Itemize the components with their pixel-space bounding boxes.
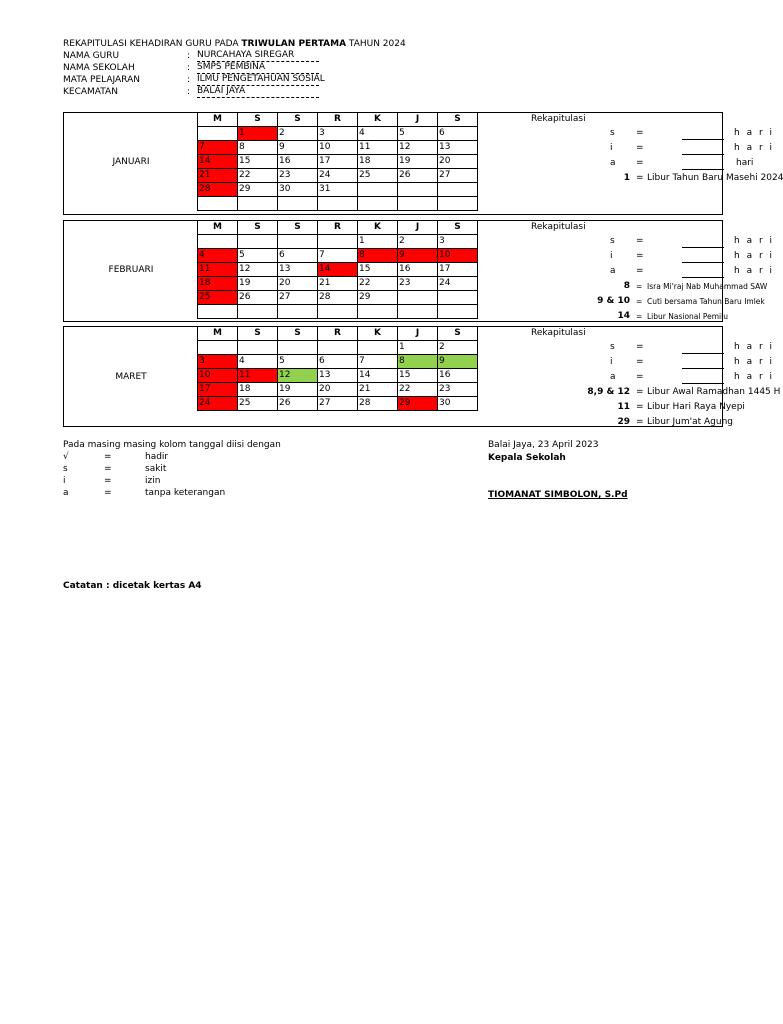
week-row xyxy=(198,397,478,411)
holiday-equals: = xyxy=(636,387,644,397)
date-cell[interactable]: 27 xyxy=(438,169,478,183)
legend-value: hadir xyxy=(145,452,169,462)
date-cell[interactable]: 30 xyxy=(278,183,318,197)
rekapitulasi-panel xyxy=(526,220,775,324)
date-cell[interactable] xyxy=(358,183,398,197)
header-field-colon: : xyxy=(187,75,191,85)
rekap-unit: hari xyxy=(736,158,754,168)
date-cell[interactable]: 1 xyxy=(398,341,438,355)
date-cell[interactable] xyxy=(238,235,278,249)
date-cell[interactable] xyxy=(278,341,318,355)
header-field-value: SMPS PEMBINA xyxy=(197,62,319,74)
holiday-text: Libur Jum'at Agung xyxy=(647,417,733,427)
date-cell[interactable]: 6 xyxy=(318,355,358,369)
header-field-colon: : xyxy=(187,87,191,97)
date-cell[interactable] xyxy=(318,197,358,211)
date-cell[interactable]: 26 xyxy=(398,169,438,183)
date-cell[interactable]: 1 xyxy=(238,127,278,141)
date-cell[interactable] xyxy=(238,305,278,319)
date-cell[interactable]: 21 xyxy=(318,277,358,291)
rekap-row xyxy=(526,264,775,279)
legend-key: s xyxy=(63,464,68,474)
month-box-januari xyxy=(63,112,783,215)
date-cell[interactable] xyxy=(358,197,398,211)
rekap-equals: = xyxy=(636,128,644,138)
header-field-row xyxy=(63,74,483,86)
day-header: S xyxy=(238,327,278,341)
rekap-equals: = xyxy=(636,357,644,367)
rekap-blank-line[interactable] xyxy=(682,142,724,155)
rekap-code: s xyxy=(610,236,615,246)
holiday-note xyxy=(526,385,781,400)
rekap-unit: h a r i xyxy=(734,372,775,382)
date-cell[interactable]: 24 xyxy=(198,397,238,411)
week-row xyxy=(198,183,478,197)
date-cell[interactable]: 13 xyxy=(438,141,478,155)
header-field-label: KECAMATAN xyxy=(63,87,118,97)
date-cell[interactable]: 22 xyxy=(238,169,278,183)
rekap-equals: = xyxy=(636,266,644,276)
signature-place-date: Balai Jaya, 23 April 2023 xyxy=(488,440,599,450)
date-cell[interactable]: 27 xyxy=(318,397,358,411)
calendar-table xyxy=(197,326,478,411)
holiday-equals: = xyxy=(636,173,644,183)
legend-equals: = xyxy=(104,452,112,462)
date-cell[interactable]: 4 xyxy=(198,249,238,263)
holiday-text: Libur Nasional Pemilu xyxy=(647,312,728,321)
holiday-date: 14 xyxy=(617,311,630,321)
legend-key: i xyxy=(63,476,66,486)
holiday-note xyxy=(526,400,745,415)
holiday-note xyxy=(526,294,765,309)
date-cell[interactable] xyxy=(198,235,238,249)
date-cell[interactable] xyxy=(398,183,438,197)
holiday-text: Libur Awal Ramadhan 1445 H xyxy=(647,387,781,397)
legend-key: a xyxy=(63,488,69,498)
holiday-note xyxy=(526,279,768,294)
rekap-blank-line[interactable] xyxy=(682,127,724,140)
date-cell[interactable]: 24 xyxy=(438,277,478,291)
month-box-maret xyxy=(63,326,781,427)
date-cell[interactable]: 28 xyxy=(318,291,358,305)
week-row xyxy=(198,249,478,263)
header-field-value: NURCAHAYA SIREGAR xyxy=(197,50,319,62)
date-cell[interactable]: 9 xyxy=(398,249,438,263)
holiday-date: 8,9 & 12 xyxy=(587,387,630,397)
week-row xyxy=(198,155,478,169)
rekap-equals: = xyxy=(636,251,644,261)
legend-item xyxy=(63,487,363,499)
date-cell[interactable] xyxy=(438,305,478,319)
rekap-row xyxy=(526,249,775,264)
day-header: S xyxy=(278,221,318,235)
week-row xyxy=(198,383,478,397)
legend-item xyxy=(63,475,363,487)
rekap-code: i xyxy=(610,251,613,261)
rekap-blank-line[interactable] xyxy=(682,157,724,170)
date-cell[interactable]: 23 xyxy=(278,169,318,183)
date-cell[interactable]: 11 xyxy=(238,369,278,383)
day-header: S xyxy=(438,221,478,235)
week-row xyxy=(198,197,478,211)
calendar-table xyxy=(197,112,478,211)
rekap-unit: h a r i xyxy=(734,236,775,246)
date-cell[interactable]: 8 xyxy=(398,355,438,369)
date-cell[interactable]: 3 xyxy=(198,355,238,369)
date-cell[interactable]: 7 xyxy=(358,355,398,369)
week-row xyxy=(198,291,478,305)
date-cell[interactable]: 18 xyxy=(358,155,398,169)
rekap-blank-line[interactable] xyxy=(682,250,724,263)
date-cell[interactable] xyxy=(318,341,358,355)
date-cell[interactable]: 11 xyxy=(198,263,238,277)
holiday-text: Cuti bersama Tahun Baru Imlek xyxy=(647,297,765,306)
date-cell[interactable]: 2 xyxy=(278,127,318,141)
holiday-text: Isra Mi'raj Nab Muhammad SAW xyxy=(647,282,768,291)
rekap-blank-line[interactable] xyxy=(682,371,724,384)
week-row xyxy=(198,127,478,141)
date-cell[interactable]: 15 xyxy=(238,155,278,169)
date-cell[interactable]: 2 xyxy=(438,341,478,355)
week-row xyxy=(198,263,478,277)
rekap-equals: = xyxy=(636,372,644,382)
holiday-date: 29 xyxy=(617,417,630,427)
date-cell[interactable]: 26 xyxy=(238,291,278,305)
date-cell[interactable]: 3 xyxy=(318,127,358,141)
date-cell[interactable] xyxy=(278,305,318,319)
date-cell[interactable]: 19 xyxy=(398,155,438,169)
rekap-unit: h a r i xyxy=(734,342,775,352)
legend-item xyxy=(63,451,363,463)
holiday-text: Libur Tahun Baru Masehi 2024 xyxy=(647,173,783,183)
day-header: S xyxy=(278,113,318,127)
rekap-row xyxy=(526,340,775,355)
date-cell[interactable]: 19 xyxy=(278,383,318,397)
date-cell[interactable]: 14 xyxy=(198,155,238,169)
week-row xyxy=(198,355,478,369)
date-cell[interactable] xyxy=(198,341,238,355)
rekap-row xyxy=(526,370,775,385)
rekap-code: s xyxy=(610,342,615,352)
rekap-row xyxy=(526,126,775,141)
day-header: S xyxy=(238,221,278,235)
rekap-code: a xyxy=(610,158,616,168)
legend xyxy=(63,439,363,499)
date-cell[interactable] xyxy=(198,197,238,211)
signature-position: Kepala Sekolah xyxy=(488,453,566,463)
date-cell[interactable]: 20 xyxy=(318,383,358,397)
day-header: K xyxy=(358,113,398,127)
rekap-title: Rekapitulasi xyxy=(531,222,586,232)
rekap-unit: h a r i xyxy=(734,266,775,276)
date-cell[interactable]: 11 xyxy=(358,141,398,155)
day-header: R xyxy=(318,327,358,341)
rekap-title: Rekapitulasi xyxy=(531,328,586,338)
date-cell[interactable] xyxy=(238,341,278,355)
date-cell[interactable]: 22 xyxy=(398,383,438,397)
rekap-unit: h a r i xyxy=(734,128,775,138)
legend-item xyxy=(63,463,363,475)
date-cell[interactable] xyxy=(398,305,438,319)
day-header: S xyxy=(438,113,478,127)
rekap-row xyxy=(526,156,754,171)
rekap-equals: = xyxy=(636,342,644,352)
date-cell[interactable]: 20 xyxy=(438,155,478,169)
date-cell[interactable] xyxy=(398,291,438,305)
rekap-equals: = xyxy=(636,236,644,246)
date-cell[interactable]: 3 xyxy=(438,235,478,249)
date-cell[interactable] xyxy=(238,197,278,211)
rekap-row xyxy=(526,355,775,370)
month-box-februari xyxy=(63,220,775,322)
header-field-colon: : xyxy=(187,63,191,73)
date-cell[interactable]: 18 xyxy=(198,277,238,291)
legend-key: √ xyxy=(63,452,69,462)
week-row xyxy=(198,369,478,383)
rekap-equals: = xyxy=(636,158,644,168)
week-row xyxy=(198,305,478,319)
week-row xyxy=(198,141,478,155)
rekap-code: s xyxy=(610,128,615,138)
date-cell[interactable]: 22 xyxy=(358,277,398,291)
date-cell[interactable]: 27 xyxy=(278,291,318,305)
date-cell[interactable]: 13 xyxy=(278,263,318,277)
date-cell[interactable]: 8 xyxy=(238,141,278,155)
date-cell[interactable] xyxy=(438,183,478,197)
date-cell[interactable]: 5 xyxy=(278,355,318,369)
day-header: J xyxy=(398,113,438,127)
date-cell[interactable] xyxy=(438,197,478,211)
date-cell[interactable]: 6 xyxy=(278,249,318,263)
rekap-blank-line[interactable] xyxy=(682,356,724,369)
legend-value: tanpa keterangan xyxy=(145,488,226,498)
date-cell[interactable]: 2 xyxy=(398,235,438,249)
date-cell[interactable]: 10 xyxy=(438,249,478,263)
day-header: J xyxy=(398,327,438,341)
date-cell[interactable]: 21 xyxy=(198,169,238,183)
day-header: K xyxy=(358,221,398,235)
date-cell[interactable] xyxy=(438,291,478,305)
day-header: J xyxy=(398,221,438,235)
date-cell[interactable]: 16 xyxy=(438,369,478,383)
signature-block xyxy=(488,439,728,502)
date-cell[interactable]: 20 xyxy=(278,277,318,291)
holiday-note xyxy=(526,415,733,430)
holiday-date: 1 xyxy=(623,173,630,183)
title-suffix: TAHUN 2024 xyxy=(346,39,406,49)
rekap-row xyxy=(526,234,775,249)
date-cell[interactable]: 31 xyxy=(318,183,358,197)
report-title xyxy=(63,38,483,50)
week-row xyxy=(198,169,478,183)
date-cell[interactable]: 24 xyxy=(318,169,358,183)
date-cell[interactable]: 23 xyxy=(438,383,478,397)
date-cell[interactable]: 19 xyxy=(238,277,278,291)
date-cell[interactable]: 10 xyxy=(318,141,358,155)
date-cell[interactable]: 25 xyxy=(238,397,278,411)
month-name: MARET xyxy=(115,372,147,382)
legend-equals: = xyxy=(104,488,112,498)
rekap-code: a xyxy=(610,372,616,382)
week-row xyxy=(198,277,478,291)
week-row xyxy=(198,341,478,355)
date-cell[interactable]: 12 xyxy=(398,141,438,155)
header-field-value: BALAI JAYA xyxy=(197,86,319,98)
date-cell[interactable] xyxy=(278,235,318,249)
holiday-equals: = xyxy=(636,312,643,321)
day-header: S xyxy=(278,327,318,341)
date-cell[interactable]: 5 xyxy=(398,127,438,141)
day-header: R xyxy=(318,113,358,127)
report-header xyxy=(63,38,483,98)
holiday-equals: = xyxy=(636,282,643,291)
date-cell[interactable]: 28 xyxy=(198,183,238,197)
rekap-code: i xyxy=(610,357,613,367)
date-cell[interactable]: 29 xyxy=(238,183,278,197)
day-header: K xyxy=(358,327,398,341)
holiday-date: 8 xyxy=(623,281,630,291)
rekap-unit: h a r i xyxy=(734,251,775,261)
date-cell[interactable]: 15 xyxy=(398,369,438,383)
header-field-row xyxy=(63,50,483,62)
header-field-value: ILMU PENGETAHUAN SOSIAL xyxy=(197,74,325,84)
calendar-table xyxy=(197,220,478,319)
date-cell[interactable]: 4 xyxy=(238,355,278,369)
date-cell[interactable]: 10 xyxy=(198,369,238,383)
day-header: S xyxy=(438,327,478,341)
holiday-date: 9 & 10 xyxy=(597,296,630,306)
holiday-note xyxy=(526,309,726,324)
legend-equals: = xyxy=(104,476,112,486)
date-cell[interactable]: 7 xyxy=(318,249,358,263)
legend-value: sakit xyxy=(145,464,167,474)
date-cell[interactable]: 7 xyxy=(198,141,238,155)
date-cell[interactable] xyxy=(278,197,318,211)
date-cell[interactable]: 29 xyxy=(398,397,438,411)
rekapitulasi-panel xyxy=(526,112,783,186)
rekap-blank-line[interactable] xyxy=(682,341,724,354)
holiday-note xyxy=(526,171,783,186)
holiday-equals: = xyxy=(636,297,643,306)
date-cell[interactable]: 5 xyxy=(238,249,278,263)
header-field-label: NAMA SEKOLAH xyxy=(63,63,135,73)
legend-equals: = xyxy=(104,464,112,474)
rekap-equals: = xyxy=(636,143,644,153)
print-note: Catatan : dicetak kertas A4 xyxy=(63,581,202,591)
day-header: R xyxy=(318,221,358,235)
date-cell[interactable] xyxy=(318,235,358,249)
header-field-label: NAMA GURU xyxy=(63,51,120,61)
date-cell[interactable]: 4 xyxy=(358,127,398,141)
date-cell[interactable] xyxy=(358,341,398,355)
rekap-unit: h a r i xyxy=(734,357,775,367)
title-prefix: REKAPITULASI KEHADIRAN GURU PADA xyxy=(63,39,242,49)
header-field-row xyxy=(63,86,483,98)
legend-intro: Pada masing masing kolom tanggal diisi dengan xyxy=(63,440,281,450)
date-cell[interactable] xyxy=(398,197,438,211)
day-header: M xyxy=(198,113,238,127)
header-field-colon: : xyxy=(187,51,191,61)
week-row xyxy=(198,235,478,249)
date-cell[interactable] xyxy=(318,305,358,319)
date-cell[interactable] xyxy=(358,305,398,319)
date-cell[interactable]: 17 xyxy=(438,263,478,277)
header-field-label: MATA PELAJARAN xyxy=(63,75,140,85)
date-cell[interactable]: 14 xyxy=(358,369,398,383)
title-bold: TRIWULAN PERTAMA xyxy=(241,39,347,49)
date-cell[interactable]: 23 xyxy=(398,277,438,291)
month-name: JANUARI xyxy=(112,157,150,167)
day-header: M xyxy=(198,327,238,341)
day-header-row xyxy=(198,113,478,127)
date-cell[interactable]: 13 xyxy=(318,369,358,383)
rekapitulasi-panel xyxy=(526,326,781,430)
rekap-code: i xyxy=(610,143,613,153)
rekap-blank-line[interactable] xyxy=(682,265,724,278)
date-cell[interactable] xyxy=(198,305,238,319)
rekap-unit: h a r i xyxy=(734,143,775,153)
date-cell[interactable]: 25 xyxy=(198,291,238,305)
rekap-blank-line[interactable] xyxy=(682,235,724,248)
day-header-row xyxy=(198,327,478,341)
date-cell[interactable]: 15 xyxy=(358,263,398,277)
date-cell[interactable]: 18 xyxy=(238,383,278,397)
rekap-code: a xyxy=(610,266,616,276)
holiday-text: Libur Hari Raya Nyepi xyxy=(647,402,745,412)
date-cell[interactable]: 21 xyxy=(358,383,398,397)
date-cell[interactable]: 9 xyxy=(438,355,478,369)
date-cell[interactable]: 8 xyxy=(358,249,398,263)
date-cell[interactable]: 6 xyxy=(438,127,478,141)
holiday-equals: = xyxy=(636,417,644,427)
date-cell[interactable]: 16 xyxy=(398,263,438,277)
date-cell[interactable]: 17 xyxy=(318,155,358,169)
date-cell[interactable]: 30 xyxy=(438,397,478,411)
date-cell[interactable]: 12 xyxy=(278,369,318,383)
date-cell[interactable]: 29 xyxy=(358,291,398,305)
date-cell[interactable] xyxy=(198,127,238,141)
date-cell[interactable]: 28 xyxy=(358,397,398,411)
rekap-row xyxy=(526,141,775,156)
day-header-row xyxy=(198,221,478,235)
rekap-title: Rekapitulasi xyxy=(531,114,586,124)
legend-value: izin xyxy=(145,476,161,486)
date-cell[interactable]: 16 xyxy=(278,155,318,169)
month-name: FEBRUARI xyxy=(108,265,154,275)
signature-name: TIOMANAT SIMBOLON, S.Pd xyxy=(488,490,628,500)
date-cell[interactable]: 17 xyxy=(198,383,238,397)
holiday-date: 11 xyxy=(617,402,630,412)
day-header: M xyxy=(198,221,238,235)
date-cell[interactable]: 14 xyxy=(318,263,358,277)
header-field-row xyxy=(63,62,483,74)
date-cell[interactable]: 26 xyxy=(278,397,318,411)
day-header: S xyxy=(238,113,278,127)
holiday-equals: = xyxy=(636,402,644,412)
date-cell[interactable]: 9 xyxy=(278,141,318,155)
date-cell[interactable]: 1 xyxy=(358,235,398,249)
date-cell[interactable]: 12 xyxy=(238,263,278,277)
date-cell[interactable]: 25 xyxy=(358,169,398,183)
